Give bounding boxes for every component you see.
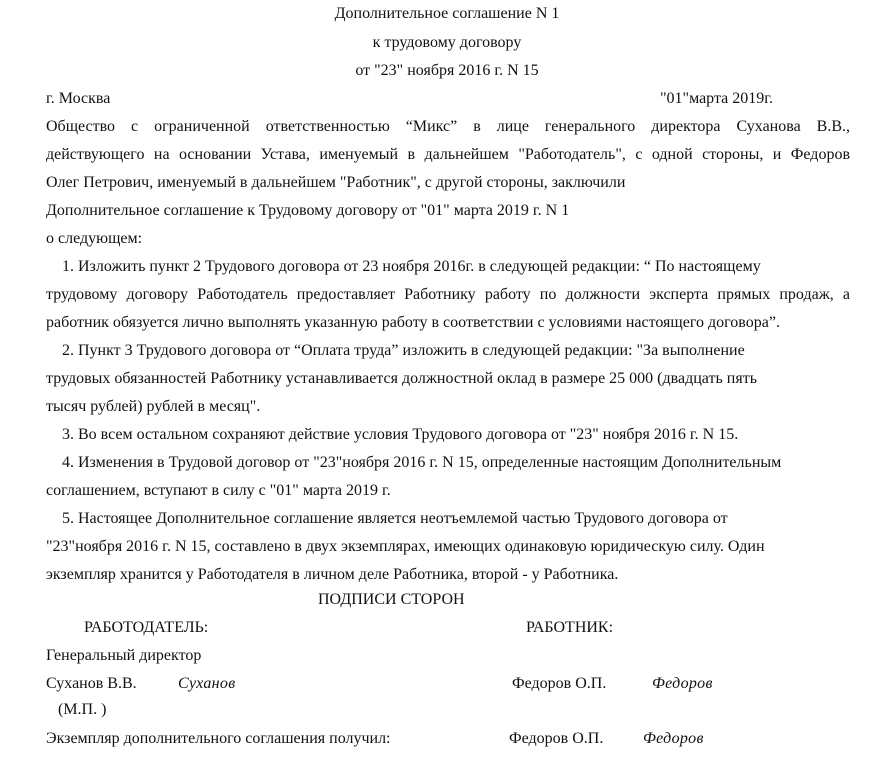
signatures-heading: ПОДПИСИ СТОРОН <box>318 591 465 608</box>
preamble-line: Общество с ограниченной ответственностью “Микс” в лице генерального директора Суханова В.В., <box>46 118 850 135</box>
received-text: Экземпляр дополнительного соглашения получил: <box>46 730 391 747</box>
clause-5-line: 5. Настоящее Дополнительное соглашение является неотъемлемой частью Трудового договора от <box>62 510 728 527</box>
clause-1-line: 1. Изложить пункт 2 Трудового договора от 23 ноября 2016г. в следующей редакции: “ По настоящему <box>62 258 761 275</box>
preamble-line: действующего на основании Устава, именуемый в дальнейшем "Работодатель", с одной стороны, и Федоров <box>46 146 850 163</box>
employer-signature: Суханов <box>178 675 236 692</box>
clause-1-line: работник обязуется лично выполнять указанную работу в соответствии с условиями настоящего договора”. <box>46 314 780 331</box>
city: г. Москва <box>46 90 111 107</box>
employer-position: Генеральный директор <box>46 647 202 664</box>
document-subtitle: к трудовому договору <box>372 34 522 51</box>
received-signature: Федоров <box>643 730 704 747</box>
preamble-line: о следующем: <box>46 230 143 247</box>
clause-3-line: 3. Во всем остальном сохраняют действие условия Трудового договора от "23" ноября 2016 г. N 15. <box>62 426 739 443</box>
employer-label: РАБОТОДАТЕЛЬ: <box>84 619 209 636</box>
received-name: Федоров О.П. <box>509 730 604 747</box>
stamp-placeholder: (М.П. ) <box>58 701 107 718</box>
clause-2-line: тысяч рублей) рублей в месяц". <box>46 398 261 415</box>
clause-1-line: трудовому договору Работодатель предоставляет Работнику работу по должности эксперта прямых продаж, а <box>46 286 850 303</box>
employee-name: Федоров О.П. <box>512 675 607 692</box>
contract-date-reference: от "23" ноября 2016 г. N 15 <box>355 62 539 79</box>
clause-4-line: соглашением, вступают в силу с "01" марта 2019 г. <box>46 482 391 499</box>
clause-5-line: экземпляр хранится у Работодателя в личном деле Работника, второй - у Работника. <box>46 566 619 583</box>
document-title: Дополнительное соглашение N 1 <box>334 5 560 22</box>
employee-label: РАБОТНИК: <box>526 619 614 636</box>
agreement-date: "01"марта 2019г. <box>660 90 774 107</box>
employer-name: Суханов В.В. <box>46 675 137 692</box>
clause-5-line: "23"ноября 2016 г. N 15, составлено в двух экземплярах, имеющих одинаковую юридическую силу. Один <box>46 538 765 555</box>
preamble-line: Олег Петрович, именуемый в дальнейшем "Работник", с другой стороны, заключили <box>46 174 626 191</box>
employee-signature: Федоров <box>652 675 713 692</box>
clause-2-line: 2. Пункт 3 Трудового договора от “Оплата труда” изложить в следующей редакции: "За выполнение <box>62 342 745 359</box>
preamble-line: Дополнительное соглашение к Трудовому договору от "01" марта 2019 г. N 1 <box>46 202 570 219</box>
clause-2-line: трудовых обязанностей Работнику устанавливается должностной оклад в размере 25 000 (двадцать пять <box>46 370 757 387</box>
clause-4-line: 4. Изменения в Трудовой договор от "23"ноября 2016 г. N 15, определенные настоящим Дополнительным <box>62 454 782 471</box>
